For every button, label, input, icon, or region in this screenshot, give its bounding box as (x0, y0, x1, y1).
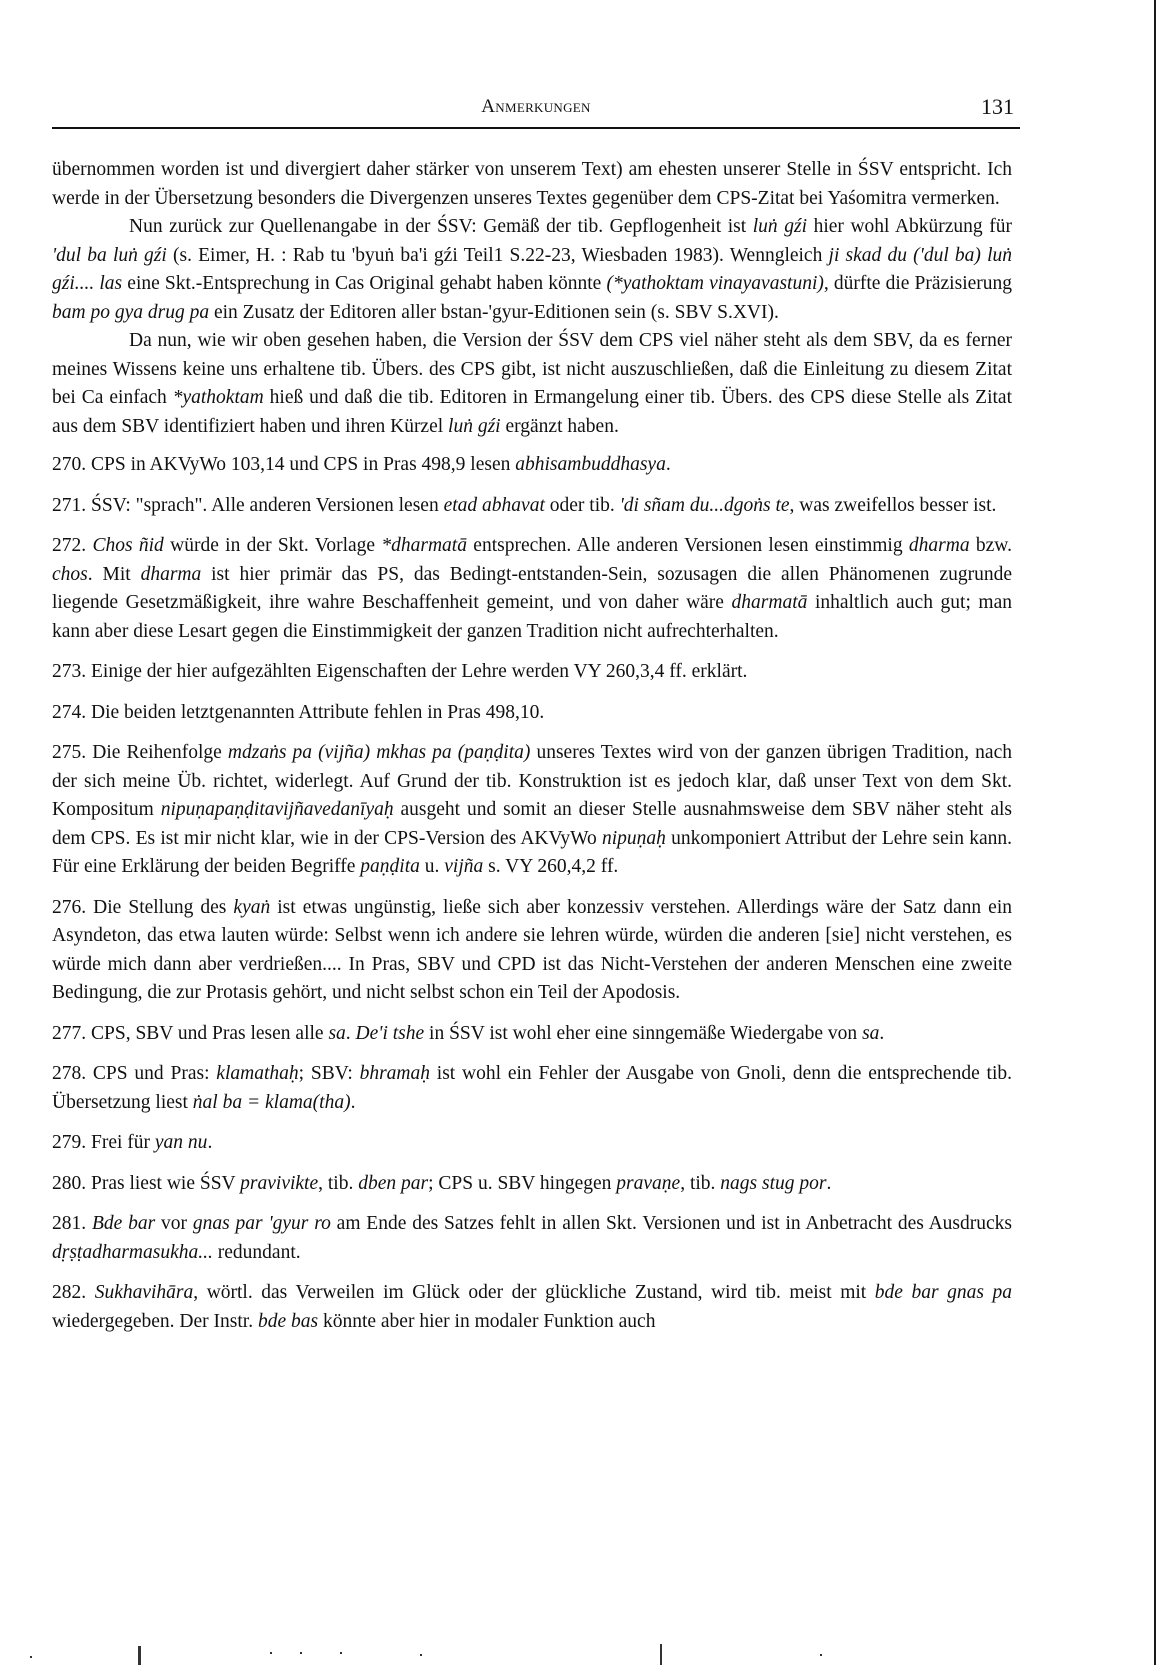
footnote-277: 277. CPS, SBV und Pras lesen alle sa. De'i tshe in ŚSV ist wohl eher eine sinngemäße Wiedergabe von sa. (52, 1022, 885, 1044)
italic-term: Chos ñid (92, 535, 164, 556)
italic-term: ṅal ba = klama(tha) (192, 1091, 351, 1113)
italic-term: bde bas (257, 1310, 319, 1332)
italic-term: 'dul ba luṅ gźi (52, 244, 167, 266)
italic-term: klamathaḥ (216, 1063, 299, 1084)
page-number: 131 (981, 94, 1014, 119)
footnote-274: 274. Die beiden letztgenannten Attribute fehlen in Pras 498,10. (52, 701, 545, 723)
italic-term: chos (52, 563, 88, 585)
italic-term: abhisambuddhasya (515, 454, 666, 475)
intro-paragraph: Da nun, wie wir oben gesehen haben, die Version der ŚSV dem CPS viel näher steht als dem SBV, da es ferner meines Wissens keine uns erhaltene tib. Übers. des CPS gibt, ist nicht auszuschließen, daß die Einleitung zu diesem Zitat bei Ca einfach *yathoktam hieß und daß die tib. Editoren in Ermangelung einer tib. Übers. des CPS diese Stelle als Zitat aus dem SBV identifiziert haben und ihren Kürzel luṅ gźi ergänzt haben. (52, 330, 1012, 437)
italic-term: dharma (908, 535, 970, 556)
italic-term: kyaṅ (233, 896, 271, 918)
italic-term: dṛṣṭadharmasukha... (52, 1241, 213, 1263)
footnote-279: 279. Frei für yan nu. (52, 1132, 213, 1153)
italic-term: dharmatā (731, 592, 808, 613)
footnote-270: 270. CPS in AKVyWo 103,14 und CPS in Pras 498,9 lesen abhisambuddhasya. (52, 454, 671, 475)
italic-term: ji skad du ('dul ba) luṅ gźi.... las (52, 244, 1013, 294)
italic-term: pravivikte (240, 1172, 319, 1194)
italic-term: sa (328, 1022, 346, 1044)
italic-term: 'di sñam du...dgoṅs te (619, 494, 790, 516)
italic-term: luṅ gźi (448, 415, 501, 437)
italic-term: *dharmatā (381, 535, 467, 556)
italic-term: Bde bar (91, 1213, 156, 1234)
italic-term: sa (862, 1022, 880, 1044)
italic-term: *yathoktam (172, 387, 264, 408)
footnote-271: 271. ŚSV: "sprach". Alle anderen Versionen lesen etad abhavat oder tib. 'di sñam du...dgoṅs te, was zweifellos besser ist. (52, 494, 997, 516)
italic-term: De'i tshe (355, 1022, 425, 1044)
italic-term: dben par (358, 1172, 429, 1194)
italic-term: bhramaḥ (359, 1063, 430, 1084)
footnote-282: 282. Sukhavihāra, wörtl. das Verweilen im Glück oder der glückliche Zustand, wird tib. meist mit bde bar gnas pa wiedergegeben. Der Instr. bde bas könnte aber hier in modaler Funktion auch (52, 1282, 1013, 1332)
italic-term: mdzaṅs pa (vijña) mkhas pa (paṇḍita) (227, 742, 531, 763)
italic-term: dharma (140, 563, 202, 585)
italic-term: paṇḍita (360, 856, 420, 877)
footnote-276: 276. Die Stellung des kyaṅ ist etwas ungünstig, ließe sich aber konzessiv verstehen. Allerdings wäre der Satz dann ein Asyndeton, das etwa lauten würde: Selbst wenn ich andere sie lehren würde, würden die anderen [sie] nicht verstehen, es würde mich dann aber verdrießen.... In Pras, SBV und CPD ist das Nicht-Verstehen der anderen Menschen eine zweite Bedingung, die zur Protasis gehört, und nicht selbst schon ein Teil der Apodosis. (52, 896, 1013, 1003)
footnote-273: 273. Einige der hier aufgezählten Eigenschaften der Lehre werden VY 260,3,4 ff. erklärt. (52, 661, 748, 682)
footnote-278: 278. CPS und Pras: klamathaḥ; SBV: bhramaḥ ist wohl ein Fehler der Ausgabe von Gnoli, denn die entsprechende tib. Übersetzung liest ṅal ba = klama(tha). (52, 1063, 1013, 1113)
italic-term: pravaṇe (616, 1172, 681, 1194)
italic-term: bam po gya drug pa (52, 301, 210, 323)
intro-paragraph: übernommen worden ist und divergiert daher stärker von unserem Text) am ehesten unserer Stelle in ŚSV entspricht. Ich werde in der Übersetzung besonders die Divergenzen unseres Textes gegenüber dem CPS-Zitat bei Yaśomitra vermerken. (52, 159, 1012, 209)
footnote-275: 275. Die Reihenfolge mdzaṅs pa (vijña) mkhas pa (paṇḍita) unseres Textes wird von der ganzen übrigen Tradition, nach der sich meine Üb. richtet, widerlegt. Auf Grund der tib. Konstruktion ist es jedoch klar, daß unser Text von dem Skt. Kompositum nipuṇapaṇḍitavijñavedanīyaḥ ausgeht und somit an dieser Stelle ausnahmsweise dem SBV näher steht als dem CPS. Es ist mir nicht klar, wie in der CPS-Version des AKVyWo nipuṇaḥ unkomponiert Attribut der Lehre sein kann. Für eine Erklärung der beiden Begriffe paṇḍita u. vijña s. VY 260,4,2 ff. (52, 742, 1012, 877)
italic-term: etad abhavat (443, 494, 545, 516)
italic-term: luṅ gźi (752, 216, 807, 237)
page-body (52, 156, 1012, 1336)
footnote-272: 272. Chos ñid würde in der Skt. Vorlage *dharmatā entsprechen. Alle anderen Versionen lesen einstimmig dharma bzw. chos. Mit dharma ist hier primär das PS, das Bedingt-entstanden-Sein, sozusagen die allen Phänomenen zugrunde liegende Gesetzmäßigkeit, ihre wahre Beschaffenheit gemeint, und von daher wäre dharmatā inhaltlich auch gut; man kann aber diese Lesart gegen die Einstimmigkeit der ganzen Tradition nicht aufrechterhalten. (52, 535, 1012, 642)
header-rule (52, 127, 1020, 129)
italic-term: Sukhavihāra (94, 1282, 194, 1303)
italic-term: nipuṇaḥ (602, 827, 666, 849)
italic-term: nipuṇapaṇḍitavijñavedanīyaḥ (160, 799, 394, 820)
italic-term: (*yathoktam vinayavastuni) (606, 273, 824, 294)
italic-term: yan nu (154, 1132, 208, 1153)
page-edge-line (1154, 0, 1156, 1665)
scan-noise (0, 1632, 1163, 1665)
footnote-281: 281. Bde bar vor gnas par 'gyur ro am Ende des Satzes fehlt in allen Skt. Versionen und ist in Anbetracht des Ausdrucks dṛṣṭadharmasukha... redundant. (52, 1213, 1013, 1263)
footnote-280: 280. Pras liest wie ŚSV pravivikte, tib. dben par; CPS u. SBV hingegen pravaṇe, tib. nags stug por. (52, 1172, 832, 1194)
running-title: Anmerkungen (481, 96, 591, 117)
italic-term: vijña (444, 856, 484, 877)
italic-term: gnas par 'gyur ro (192, 1213, 331, 1234)
intro-paragraph: Nun zurück zur Quellenangabe in der ŚSV: Gemäß der tib. Gepflogenheit ist luṅ gźi hier wohl Abkürzung für 'dul ba luṅ gźi (s. Eimer, H. : Rab tu 'byuṅ ba'i gźi Teil1 S.22-23, Wiesbaden 1983). Wenngleich ji skad du ('dul ba) luṅ gźi.... las eine Skt.-Entsprechung in Cas Original gehabt haben könnte (*yathoktam vinayavastuni), dürfte die Präzisierung bam po gya drug pa ein Zusatz der Editoren aller bstan-'gyur-Editionen sein (s. SBV S.XVI). (52, 216, 1013, 323)
italic-term: nags stug por (720, 1172, 827, 1194)
italic-term: bde bar gnas pa (874, 1282, 1013, 1303)
running-head (52, 94, 1020, 124)
